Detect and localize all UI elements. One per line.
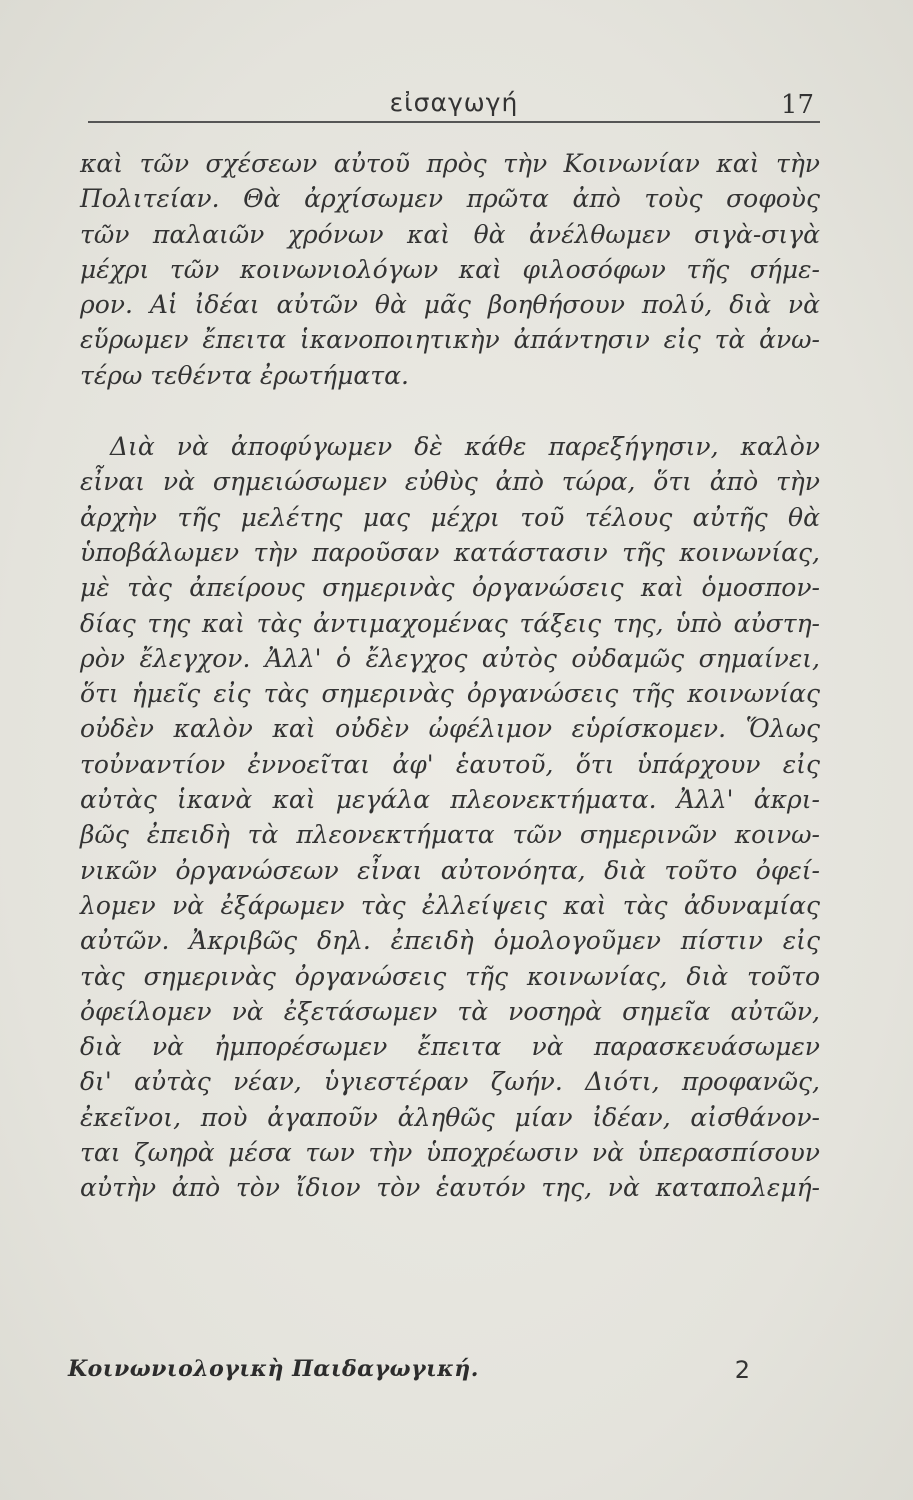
text-line: λομεν νὰ ἐξάρωμεν τὰς ἐλλείψεις καὶ τὰς ἀδυναμίας [80, 890, 820, 920]
text-line: Διὰ νὰ ἀποφύγωμεν δὲ κάθε παρεξήγησιν, καλὸν [110, 432, 820, 462]
text-line: βῶς ἐπειδὴ τὰ πλεονεκτήματα τῶν σημερινῶν κοινω- [80, 820, 820, 850]
text-line: μὲ τὰς ἀπείρους σημερινὰς ὀργανώσεις καὶ ὁμοσπον- [80, 573, 820, 603]
header-rule [88, 121, 820, 123]
text-line: τοὐναντίον ἐννοεῖται ἀφ' ἑαυτοῦ, ὅτι ὑπάρχουν εἰς [80, 749, 820, 779]
paragraph-2 [80, 429, 820, 1206]
page-header [88, 88, 820, 122]
paragraph-gap [80, 393, 820, 429]
text-line: ρὸν ἔλεγχον. Ἀλλ' ὁ ἔλεγχος αὐτὸς οὐδαμῶς σημαίνει, [80, 643, 820, 673]
text-line: ἐκεῖνοι, ποὺ ἀγαποῦν ἀληθῶς μίαν ἰδέαν, αἰσθάνον- [80, 1102, 820, 1132]
signature-title: Κοινωνιολογικὴ Παιδαγωγική. [68, 1356, 479, 1382]
text-line: ὀφείλομεν νὰ ἐξετάσωμεν τὰ νοσηρὰ σημεῖα αὐτῶν, [80, 996, 820, 1026]
text-line: αὐτῶν. Ἀκριβῶς δηλ. ἐπειδὴ ὁμολογοῦμεν πίστιν εἰς [80, 926, 820, 956]
text-line: διὰ νὰ ἠμπορέσωμεν ἔπειτα νὰ παρασκευάσωμεν [80, 1032, 820, 1062]
text-line: ἀρχὴν τῆς μελέτης μας μέχρι τοῦ τέλους αὐτῆς θὰ [80, 502, 820, 532]
text-line: δι' αὐτὰς νέαν, ὑγιεστέραν ζωήν. Διότι, προφανῶς, [80, 1067, 820, 1097]
paragraph-1 [80, 146, 820, 393]
page-footer [68, 1356, 788, 1396]
text-line: καὶ τῶν σχέσεων αὐτοῦ πρὸς τὴν Κοινωνίαν καὶ τὴν [80, 149, 820, 178]
text-line: τῶν παλαιῶν χρόνων καὶ θὰ ἀνέλθωμεν σιγὰ-σιγὰ [80, 219, 820, 249]
text-line: εἶναι νὰ σημειώσωμεν εὐθὺς ἀπὸ τώρα, ὅτι ἀπὸ τὴν [80, 467, 820, 497]
text-line: αὐτὴν ἀπὸ τὸν ἴδιον τὸν ἑαυτόν της, νὰ καταπολεμή- [80, 1173, 820, 1203]
text-line: τὰς σημερινὰς ὀργανώσεις τῆς κοινωνίας, διὰ τοῦτο [80, 961, 820, 991]
signature-mark: 2 [734, 1356, 750, 1384]
page-number: 17 [780, 90, 814, 120]
text-line: ται ζωηρὰ μέσα των τὴν ὑποχρέωσιν νὰ ὑπερασπίσουν [80, 1138, 820, 1168]
text-line: ρον. Αἱ ἰδέαι αὐτῶν θὰ μᾶς βοηθήσουν πολύ, διὰ νὰ [80, 290, 820, 320]
text-line: τέρω τεθέντα ἐρωτήματα. [80, 360, 409, 390]
text-line: εὕρωμεν ἔπειτα ἱκανοποιητικὴν ἀπάντησιν εἰς τὰ ἀνω- [80, 325, 820, 355]
text-line: Πολιτείαν. Θὰ ἀρχίσωμεν πρῶτα ἀπὸ τοὺς σοφοὺς [80, 184, 820, 214]
running-head: εἰσαγωγή [389, 88, 519, 117]
text-line: ὅτι ἡμεῖς εἰς τὰς σημερινὰς ὀργανώσεις τῆς κοινωνίας [80, 679, 820, 709]
text-line: ὑποβάλωμεν τὴν παροῦσαν κατάστασιν τῆς κοινωνίας, [80, 537, 820, 567]
text-line: νικῶν ὀργανώσεων εἶναι αὐτονόητα, διὰ τοῦτο ὀφεί- [80, 855, 820, 885]
text-line: δίας της καὶ τὰς ἀντιμαχομένας τάξεις της, ὑπὸ αὐστη- [80, 608, 820, 638]
text-line: μέχρι τῶν κοινωνιολόγων καὶ φιλοσόφων τῆς σήμε- [80, 254, 820, 284]
text-line: αὐτὰς ἱκανὰ καὶ μεγάλα πλεονεκτήματα. Ἀλλ' ἀκρι- [80, 785, 820, 815]
text-line: οὐδὲν καλὸν καὶ οὐδὲν ὠφέλιμον εὑρίσκομεν. Ὅλως [80, 714, 820, 744]
body-text [80, 146, 820, 1206]
